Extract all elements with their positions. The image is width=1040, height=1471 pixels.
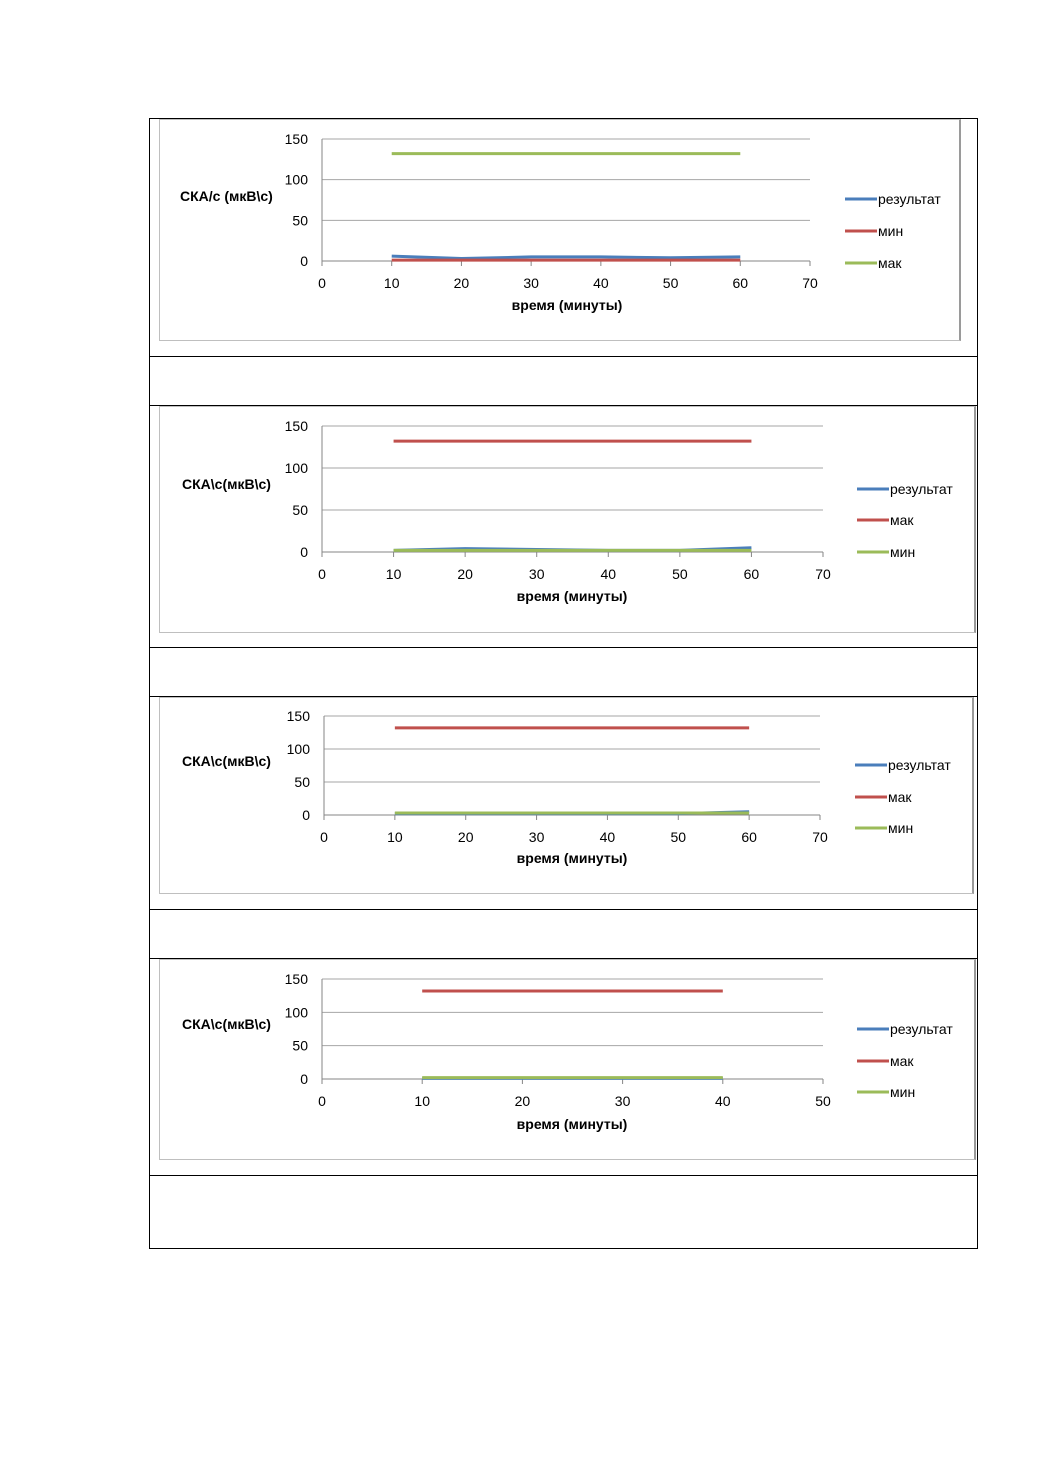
x-axis-title: время (минуты) — [516, 1116, 628, 1132]
legend — [857, 1021, 953, 1100]
y-tick-label: 100 — [284, 171, 308, 188]
x-tick-label: 70 — [815, 566, 831, 582]
x-tick-label: 10 — [387, 829, 403, 845]
y-tick-label: 100 — [286, 741, 310, 757]
legend-entry: результат — [890, 481, 953, 497]
y-axis-title: СКА\с(мкВ\с) — [182, 1016, 271, 1032]
legend-entry: мак — [890, 1053, 914, 1069]
x-tick-label: 0 — [318, 275, 326, 291]
y-axis-title: СКА\с(мкВ\с) — [182, 753, 271, 769]
legend — [855, 757, 951, 836]
chart-3 — [182, 708, 951, 866]
legend-entry: мин — [890, 544, 916, 560]
x-tick-label: 20 — [514, 1093, 531, 1109]
y-tick-label: 0 — [302, 807, 310, 823]
x-tick-label: 40 — [599, 829, 616, 845]
legend — [845, 191, 941, 271]
y-axis-title: СКА\с(мкВ\с) — [182, 476, 271, 492]
legend-entry: мин — [888, 820, 914, 836]
y-tick-label: 0 — [300, 544, 308, 560]
y-tick-label: 50 — [292, 212, 308, 229]
y-tick-label: 150 — [284, 971, 308, 987]
y-tick-label: 50 — [292, 1037, 308, 1054]
legend-entry: мак — [878, 255, 902, 271]
legend-entry: результат — [888, 757, 951, 773]
y-tick-label: 50 — [292, 502, 308, 518]
legend-entry: мин — [878, 223, 904, 239]
x-tick-label: 40 — [600, 566, 617, 582]
x-tick-label: 30 — [528, 829, 545, 845]
x-tick-label: 30 — [523, 275, 539, 291]
x-tick-label: 70 — [802, 275, 818, 291]
x-tick-label: 20 — [453, 275, 470, 291]
y-tick-label: 50 — [294, 774, 310, 790]
legend-entry: мак — [890, 512, 914, 528]
y-tick-label: 0 — [300, 253, 308, 269]
x-tick-label: 20 — [457, 829, 474, 845]
x-tick-label: 10 — [385, 566, 402, 582]
x-tick-label: 50 — [815, 1093, 831, 1109]
y-tick-label: 100 — [284, 460, 308, 476]
y-tick-label: 150 — [286, 708, 310, 724]
chart-2 — [182, 418, 953, 604]
x-tick-label: 0 — [318, 566, 326, 582]
x-axis-title: время (минуты) — [516, 850, 628, 866]
legend-entry: результат — [890, 1021, 953, 1037]
x-tick-label: 50 — [662, 275, 679, 291]
y-tick-label: 100 — [284, 1004, 308, 1021]
x-tick-label: 40 — [715, 1093, 731, 1109]
legend-entry: результат — [878, 191, 941, 207]
y-axis-title: СКА/с (мкВ\с) — [180, 188, 273, 204]
series-line-результат — [392, 256, 741, 258]
y-tick-label: 0 — [300, 1071, 308, 1087]
x-tick-label: 60 — [743, 566, 760, 582]
chart-1 — [180, 131, 941, 313]
x-tick-label: 50 — [672, 566, 688, 582]
x-tick-label: 60 — [741, 829, 757, 845]
x-tick-label: 30 — [528, 566, 545, 582]
y-tick-label: 150 — [284, 131, 308, 147]
chart-4 — [182, 971, 953, 1132]
x-tick-label: 10 — [383, 275, 400, 291]
x-tick-label: 0 — [318, 1093, 326, 1109]
x-axis-title: время (минуты) — [511, 297, 623, 313]
legend-entry: мин — [890, 1084, 916, 1100]
x-tick-label: 50 — [670, 829, 687, 845]
legend — [857, 481, 953, 560]
x-tick-label: 40 — [593, 275, 609, 291]
x-axis-title: время (минуты) — [516, 588, 628, 604]
x-tick-label: 30 — [614, 1093, 631, 1109]
x-tick-label: 60 — [732, 275, 749, 291]
x-tick-label: 10 — [414, 1093, 430, 1109]
y-tick-label: 150 — [284, 418, 308, 434]
legend-entry: мак — [888, 789, 912, 805]
x-tick-label: 0 — [320, 829, 328, 845]
x-tick-label: 70 — [812, 829, 828, 845]
x-tick-label: 20 — [457, 566, 473, 582]
